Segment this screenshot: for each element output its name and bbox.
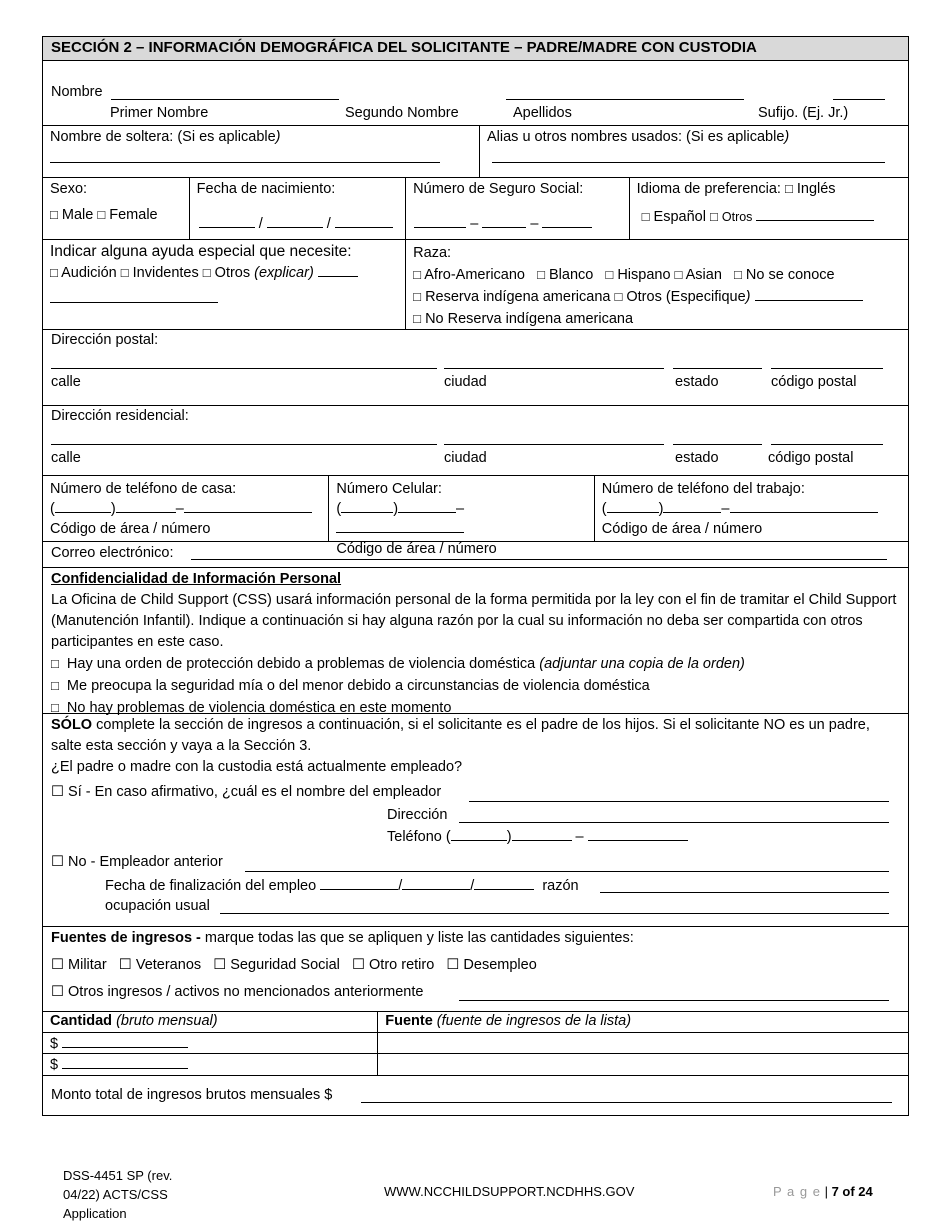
postal-city-caption: ciudad: [444, 374, 487, 390]
residential-zip-caption: código postal: [768, 450, 854, 466]
assist-explain-field[interactable]: [318, 263, 358, 277]
blind-label: Invidentes: [132, 265, 199, 281]
alias-cell: [479, 126, 908, 177]
assist-other-checkbox[interactable]: □: [202, 265, 211, 280]
amount-table-header: [43, 1011, 908, 1032]
alias-paren: ): [784, 129, 790, 145]
maiden-paren: ): [275, 129, 281, 145]
residential-address-row: [43, 405, 908, 475]
postal-city-field[interactable]: [444, 368, 664, 369]
military-checkbox[interactable]: ☐: [51, 957, 64, 973]
employed-no-label: No - Empleador anterior: [68, 854, 223, 870]
home-phone-cell: [43, 476, 328, 541]
no-violence-label: No hay problemas de violencia doméstica en este momento: [66, 700, 452, 716]
last-name-caption: Apellidos: [513, 105, 572, 121]
safety-concern-label: Me preocupa la seguridad mía o del menor debido a circunstancias de violencia doméstica: [66, 678, 650, 694]
email-label: Correo electrónico:: [51, 545, 174, 561]
end-date-day[interactable]: [402, 876, 470, 890]
residential-city-caption: ciudad: [444, 450, 487, 466]
total-income-row: [43, 1075, 908, 1115]
section-header: [43, 37, 908, 60]
sex-cell: [43, 178, 189, 239]
maiden-alias-row: [43, 125, 908, 177]
employment-intro: complete la sección de ingresos a continuación, si el solicitante es el padre de los hijos. Si el solicitante NO es un padre, salte esta sección y vaya a la Sección 3.: [51, 717, 870, 754]
employer-phone-label: Teléfono ( ) –: [387, 827, 688, 845]
reason-field[interactable]: [600, 892, 889, 893]
amount-table-row: [43, 1053, 908, 1075]
income-title: Fuentes de ingresos -: [51, 930, 201, 946]
hearing-checkbox[interactable]: □: [50, 265, 58, 280]
unknown-label: No se conoce: [745, 267, 835, 283]
home-phone-label: Número de teléfono de casa:: [50, 481, 237, 497]
assist-explain-field-2[interactable]: [50, 302, 218, 303]
social-security-checkbox[interactable]: ☐: [213, 957, 227, 973]
residential-street-caption: calle: [51, 450, 81, 466]
assist-label: Indicar alguna ayuda especial que necesite:: [50, 243, 352, 260]
amount-note: (bruto mensual): [116, 1013, 218, 1029]
source-header-cell: [377, 1012, 908, 1032]
afro-checkbox[interactable]: □: [413, 267, 422, 282]
reservation-label: Reserva indígena americana: [425, 289, 611, 305]
blind-checkbox[interactable]: □: [120, 265, 129, 280]
residential-zip-field[interactable]: [771, 444, 883, 445]
english-checkbox[interactable]: □: [784, 181, 793, 196]
name-row: [43, 60, 908, 125]
white-checkbox[interactable]: □: [537, 267, 545, 282]
dob-label: Fecha de nacimiento:: [196, 181, 336, 197]
assist-explain: (explicar): [254, 265, 314, 281]
middle-name-caption: Segundo Nombre: [345, 105, 459, 121]
email-field[interactable]: [191, 559, 887, 560]
section-title: SECCIÓN 2 – INFORMACIÓN DEMOGRÁFICA DEL SOLICITANTE – PADRE/MADRE CON CUSTODIA: [51, 39, 757, 56]
income-sources-row: [43, 926, 908, 1011]
income-instructions: marque todas las que se apliquen y liste las cantidades siguientes:: [204, 930, 634, 946]
first-name-caption: Primer Nombre: [110, 105, 209, 121]
suffix-caption: Sufijo. (Ej. Jr.): [758, 105, 849, 121]
total-income-label: Monto total de ingresos brutos mensuales $: [51, 1087, 333, 1103]
residential-state-field[interactable]: [673, 444, 762, 445]
race-cell: [405, 240, 908, 329]
female-checkbox[interactable]: □: [97, 207, 106, 222]
spanish-label: Español: [653, 209, 706, 225]
work-phone-cell: [594, 476, 908, 541]
confidential-body: La Oficina de Child Support (CSS) usará información personal de la forma permitida por la ley con el fin de tramitar el Child Support (Manutención Infantil). Indique a continuación si hay alguna razón por la cual su información no deba ser compartida con otros participantes en este caso.: [51, 592, 897, 650]
confidential-title: Confidencialidad de Información Personal: [51, 571, 342, 587]
protection-order-label: Hay una orden de protección debido a problemas de violencia doméstica: [66, 656, 536, 672]
cell-phone-label: Número Celular:: [336, 481, 442, 497]
maiden-label: Nombre de soltera: (Si es aplicable: [50, 129, 276, 145]
first-name-field[interactable]: [111, 99, 339, 100]
work-area-caption: Código de área / número: [601, 521, 763, 537]
home-area-caption: Código de área / número: [50, 521, 211, 537]
form-section-2: [42, 36, 909, 1116]
postal-street-field[interactable]: [51, 368, 437, 369]
maiden-cell: [43, 126, 479, 177]
female-label: Female: [109, 207, 158, 223]
employer-address-field[interactable]: [459, 822, 889, 823]
race-other-field[interactable]: [755, 287, 863, 301]
hearing-label: Audición: [61, 265, 117, 281]
other-income-label: Otros ingresos / activos no mencionados anteriormente: [68, 984, 424, 1000]
employer-address-label: Dirección: [387, 807, 448, 823]
social-security-label: Seguridad Social: [230, 957, 340, 973]
ssn-field[interactable]: – –: [414, 214, 592, 232]
source-note: (fuente de ingresos de la lista): [436, 1013, 632, 1029]
no-reservation-checkbox[interactable]: □: [413, 311, 422, 326]
last-name-field[interactable]: [506, 99, 744, 100]
no-violence-checkbox[interactable]: □: [51, 700, 59, 715]
asian-label: Asian: [685, 267, 722, 283]
spanish-checkbox[interactable]: □: [641, 209, 650, 224]
postal-zip-caption: código postal: [771, 374, 857, 390]
employed-yes-label: Sí - En caso afirmativo, ¿cuál es el nombre del empleador: [68, 784, 442, 800]
race-other-label: Otros (Especifique: [626, 289, 746, 305]
employed-yes-checkbox[interactable]: ☐: [51, 784, 64, 800]
source-head: Fuente: [385, 1013, 433, 1029]
email-row: [43, 541, 908, 567]
male-label: Male: [61, 207, 94, 223]
only-label: SÓLO: [51, 717, 93, 733]
end-date-year[interactable]: [474, 876, 534, 890]
male-checkbox[interactable]: □: [50, 207, 58, 222]
unemployment-label: Desempleo: [463, 957, 537, 973]
english-label: Inglés: [796, 181, 836, 197]
amount-table-row: [43, 1032, 908, 1053]
amount-cell-1[interactable]: [43, 1033, 377, 1053]
other-income-checkbox[interactable]: ☐: [51, 984, 64, 1000]
assist-other-label: Otros: [214, 265, 251, 281]
residential-city-field[interactable]: [444, 444, 664, 445]
dollar-sign: $: [50, 1057, 59, 1073]
unknown-checkbox[interactable]: □: [734, 267, 742, 282]
cell-area-caption: Código de área / número: [336, 541, 497, 557]
other-income-field[interactable]: [459, 1000, 889, 1001]
military-label: Militar: [68, 957, 107, 973]
amount-header-cell: [43, 1012, 377, 1032]
hispanic-label: Hispano: [617, 267, 671, 283]
assist-race-row: [43, 239, 908, 329]
safety-concern-checkbox[interactable]: □: [51, 678, 59, 693]
alias-field[interactable]: [492, 162, 885, 163]
work-phone-field[interactable]: ( ) –: [602, 499, 901, 519]
occupation-label: ocupación usual: [105, 898, 210, 914]
race-label: Raza:: [413, 245, 452, 261]
ssn-cell: [405, 178, 628, 239]
dollar-sign: $: [50, 1036, 59, 1052]
demographics-row: [43, 177, 908, 239]
suffix-field[interactable]: [833, 99, 885, 100]
total-income-field[interactable]: [361, 1102, 892, 1103]
employment-question: ¿El padre o madre con la custodia está actualmente empleado?: [51, 759, 463, 775]
other-retirement-checkbox[interactable]: ☐: [352, 957, 365, 973]
maiden-field[interactable]: [50, 162, 440, 163]
home-phone-field[interactable]: ( ) –: [50, 499, 321, 519]
page-number: P a g e | 7 of 24: [773, 1184, 873, 1199]
work-phone-label: Número de teléfono del trabajo:: [601, 481, 805, 497]
postal-state-caption: estado: [675, 374, 719, 390]
other-retirement-label: Otro retiro: [369, 957, 435, 973]
sex-label: Sexo:: [50, 181, 88, 197]
afro-label: Afro-Americano: [424, 267, 525, 283]
white-label: Blanco: [548, 267, 594, 283]
postal-state-field[interactable]: [673, 368, 762, 369]
veterans-label: Veteranos: [135, 957, 202, 973]
assist-cell: [43, 240, 405, 329]
postal-street-caption: calle: [51, 374, 81, 390]
amount-cell-2[interactable]: [43, 1054, 377, 1075]
protection-order-note: (adjuntar una copia de la orden): [539, 656, 745, 672]
race-other-checkbox[interactable]: □: [614, 289, 623, 304]
veterans-checkbox[interactable]: ☐: [118, 957, 132, 973]
amount-head: Cantidad: [50, 1013, 113, 1029]
no-reservation-label: No Reserva indígena americana: [425, 311, 634, 327]
residential-state-caption: estado: [675, 450, 719, 466]
name-label: Nombre: [51, 84, 103, 100]
postal-zip-field[interactable]: [771, 368, 883, 369]
other-language-checkbox[interactable]: □: [709, 209, 718, 224]
employer-name-field[interactable]: [469, 801, 889, 802]
residential-label: Dirección residencial:: [51, 408, 189, 424]
previous-employer-field[interactable]: [245, 871, 889, 872]
confidentiality-row: [43, 567, 908, 716]
dob-field[interactable]: / /: [199, 214, 393, 232]
protection-order-checkbox[interactable]: □: [51, 656, 59, 671]
occupation-field[interactable]: [220, 913, 889, 914]
alias-label: Alias u otros nombres usados: (Si es aplicable: [486, 129, 785, 145]
cell-phone-field[interactable]: ( ) –: [336, 499, 586, 539]
employed-no-checkbox[interactable]: ☐: [51, 854, 64, 870]
website: WWW.NCCHILDSUPPORT.NCDHHS.GOV: [384, 1184, 635, 1199]
language-cell: [629, 178, 908, 239]
source-cell-1[interactable]: [377, 1033, 908, 1053]
source-cell-2[interactable]: [377, 1054, 908, 1075]
dob-cell: [189, 178, 406, 239]
postal-label: Dirección postal:: [51, 332, 159, 348]
form-id: DSS-4451 SP (rev. 04/22) ACTS/CSS Application: [63, 1168, 173, 1221]
end-date-month[interactable]: [320, 876, 398, 890]
cell-phone-cell: [328, 476, 593, 557]
reservation-checkbox[interactable]: □: [413, 289, 422, 304]
residential-street-field[interactable]: [51, 444, 437, 445]
language-label: Idioma de preferencia:: [636, 181, 781, 197]
end-date-label: Fecha de finalización del empleo / / razón: [105, 878, 579, 894]
asian-checkbox[interactable]: □: [674, 267, 683, 282]
other-language-field[interactable]: [756, 209, 874, 221]
ssn-label: Número de Seguro Social:: [413, 181, 584, 197]
race-other-paren: ): [745, 289, 751, 305]
employment-row: [43, 713, 908, 926]
unemployment-checkbox[interactable]: ☐: [446, 957, 460, 973]
hispanic-checkbox[interactable]: □: [605, 267, 614, 282]
postal-address-row: [43, 329, 908, 405]
other-language-label: Otros: [721, 210, 753, 224]
